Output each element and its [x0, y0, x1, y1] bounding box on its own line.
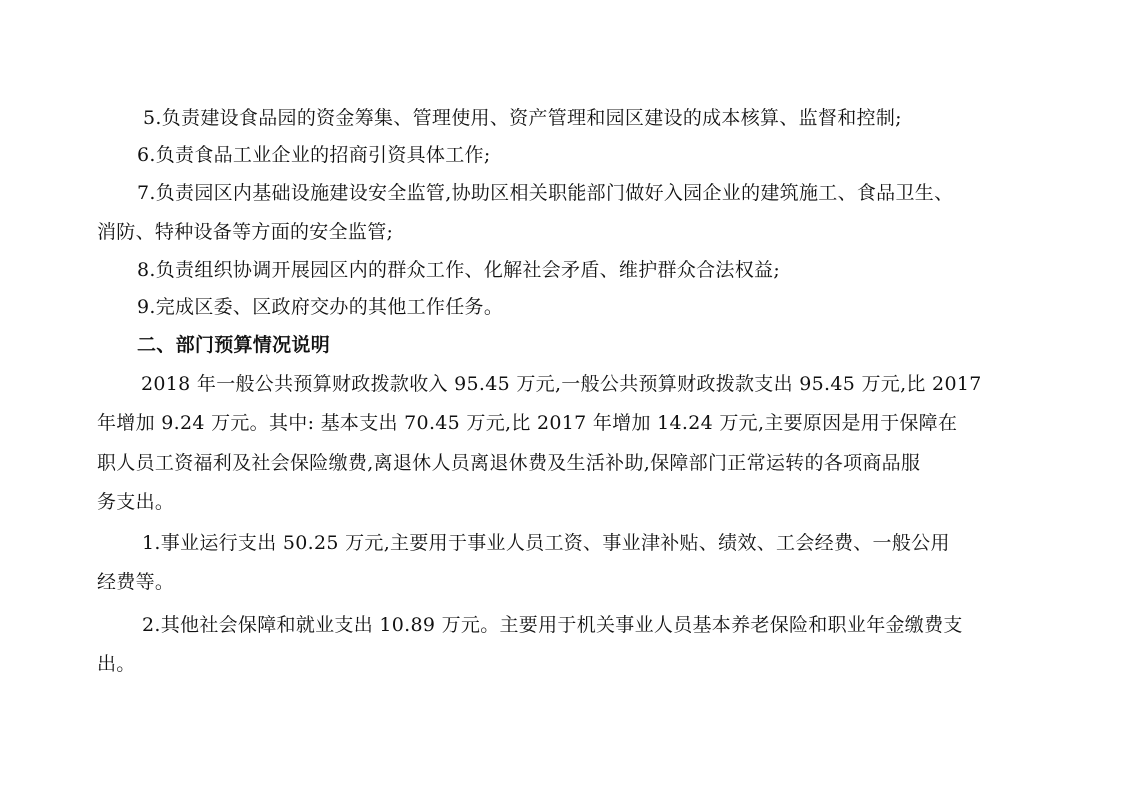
expense-item-2-line-2: 出。: [97, 653, 136, 675]
expense-item-1-line-1: 1.事业运行支出 50.25 万元,主要用于事业人员工资、事业津补贴、绩效、工会经费、一般公用: [142, 532, 950, 554]
section-heading: 二、部门预算情况说明: [137, 334, 331, 356]
expense-item-2-line-1: 2.其他社会保障和就业支出 10.89 万元。主要用于机关事业人员基本养老保险和职业年金缴费支: [142, 614, 963, 636]
duty-item-7-line-1: 7.负责园区内基础设施建设安全监管,协助区相关职能部门做好入园企业的建筑施工、食品卫生、: [137, 182, 954, 204]
budget-paragraph-line-3: 职人员工资福利及社会保险缴费,离退休人员离退休费及生活补助,保障部门正常运转的各项商品服: [97, 452, 921, 474]
budget-paragraph-line-2: 年增加 9.24 万元。其中: 基本支出 70.45 万元,比 2017 年增加 14.24 万元,主要原因是用于保障在: [97, 412, 958, 434]
expense-item-1-line-2: 经费等。: [97, 571, 175, 593]
duty-item-5: 5.负责建设食品园的资金筹集、管理使用、资产管理和园区建设的成本核算、监督和控制;: [143, 107, 902, 129]
duty-item-7-line-2: 消防、特种设备等方面的安全监管;: [97, 221, 394, 243]
duty-item-6: 6.负责食品工业企业的招商引资具体工作;: [137, 144, 491, 166]
duty-item-8: 8.负责组织协调开展园区内的群众工作、化解社会矛盾、维护群众合法权益;: [137, 259, 781, 281]
duty-item-9: 9.完成区委、区政府交办的其他工作任务。: [137, 296, 504, 318]
budget-paragraph-line-4: 务支出。: [97, 491, 175, 513]
budget-paragraph-line-1: 2018 年一般公共预算财政拨款收入 95.45 万元,一般公共预算财政拨款支出 95.45 万元,比 2017: [141, 373, 982, 395]
